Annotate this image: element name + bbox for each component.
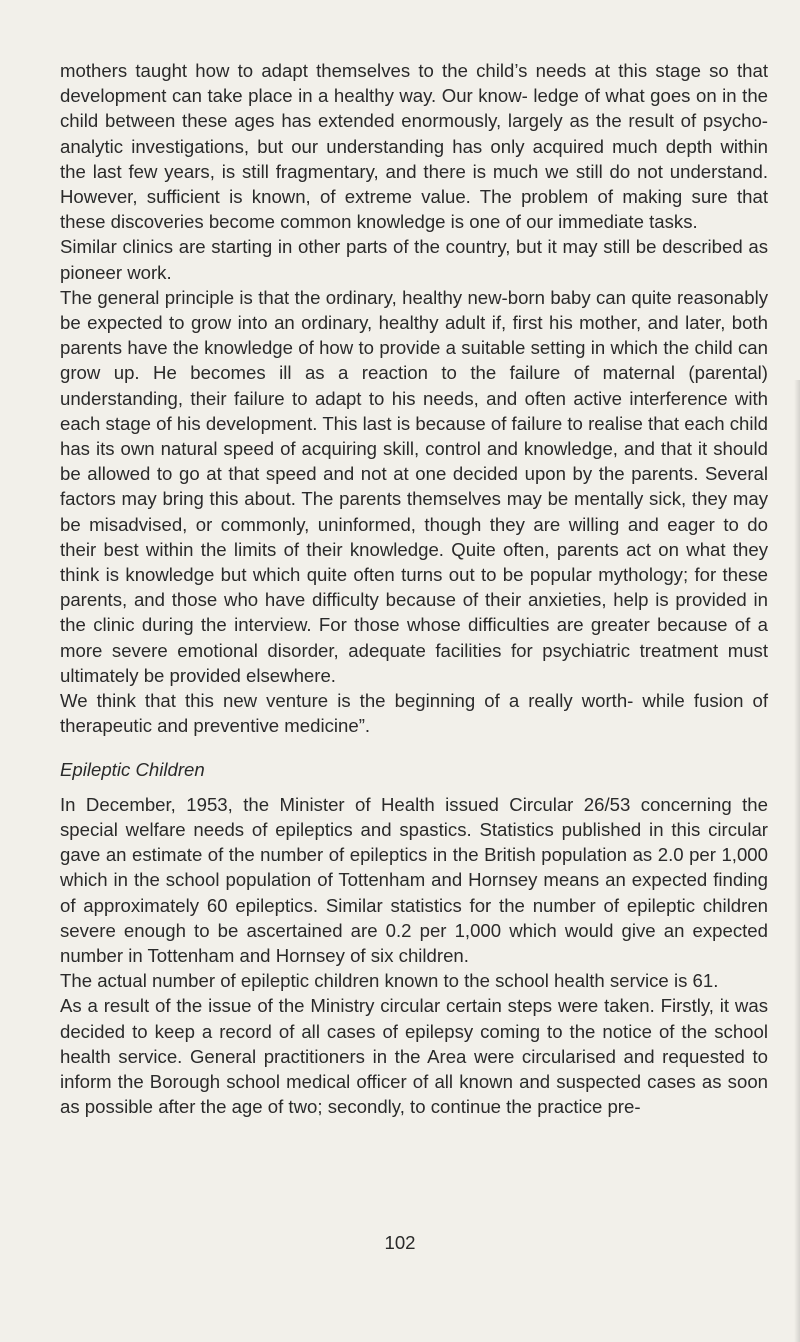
paragraph-mothers-taught: mothers taught how to adapt themselves to the child’s needs at this stage so that development can take place in a healthy way. Our know- ledge of what goes on in the child between these ages has extended enormously, largely as the result of psycho-analytic investigations, but our understanding has only acquired much depth within the last few years, is still fragmentary, and there is much we still do not understand. However, sufficient is known, of extreme value. The problem of making sure that these discoveries become common knowledge is one of our immediate tasks. — [60, 60, 768, 233]
paragraph-actual-number: The actual number of epileptic children known to the school health service is 61. — [60, 970, 719, 992]
body-text — [60, 58, 768, 1119]
paragraph-similar-clinics: Similar clinics are starting in other parts of the country, but it may still be described as pioneer work. — [60, 236, 768, 283]
paragraph-circular-26-53: In December, 1953, the Minister of Health issued Circular 26/53 concerning the special welfare needs of epileptics and spastics. Statistics published in this circular gave an estimate of the number of epileptics in the British population as 2.0 per 1,000 which in the school population of Tottenham and Hornsey means an expected finding of approximately 60 epileptics. Similar statistics for the number of epileptic children severe enough to be ascertained are 0.2 per 1,000 which would give an expected number in Tottenham and Hornsey of six children. — [60, 793, 768, 966]
page-edge-shadow — [794, 380, 800, 1342]
section-heading-epileptic-children: Epileptic Children — [60, 759, 205, 781]
page-number: 102 — [384, 1232, 416, 1253]
paragraph-general-principle: The general principle is that the ordinary, healthy new-born baby can quite reasonably be expected to grow into an ordinary, healthy adult if, first his mother, and later, both parents have the knowledge of how to provide a suitable setting in which the child can grow up. He becomes ill as a reaction to the failure of maternal (parental) understanding, their failure to adapt to his needs, and often active interference with each stage of his development. This last is because of failure to realise that each child has its own natural speed of acquiring skill, control and knowledge, and that it should be allowed to go at that speed and not at one decided upon by the parents. Several factors may bring this about. The parents themselves may be mentally sick, they may be misadvised, or commonly, uninformed, though they are willing and eager to do their best within the limits of their knowledge. Quite often, parents act on what they think is knowledge but which quite often turns out to be popular mythology; for these parents, and those who have difficulty because of their anxieties, help is provided in the clinic during the interview. For those whose difficulties are greater because of a more severe emotional disorder, adequate facilities for psychiatric treatment must ultimately be provided elsewhere. — [60, 286, 768, 686]
paragraph-ministry-steps: As a result of the issue of the Ministry circular certain steps were taken. Firstly, it was decided to keep a record of all cases of epilepsy coming to the notice of the school health service. General practitioners in the Area were circularised and requested to inform the Borough school medical officer of all known and suspected cases as soon as possible after the age of two; secondly, to continue the practice pre- — [60, 995, 768, 1118]
paragraph-new-venture: We think that this new venture is the beginning of a really worth- while fusion of therapeutic and preventive medicine”. — [60, 690, 768, 737]
